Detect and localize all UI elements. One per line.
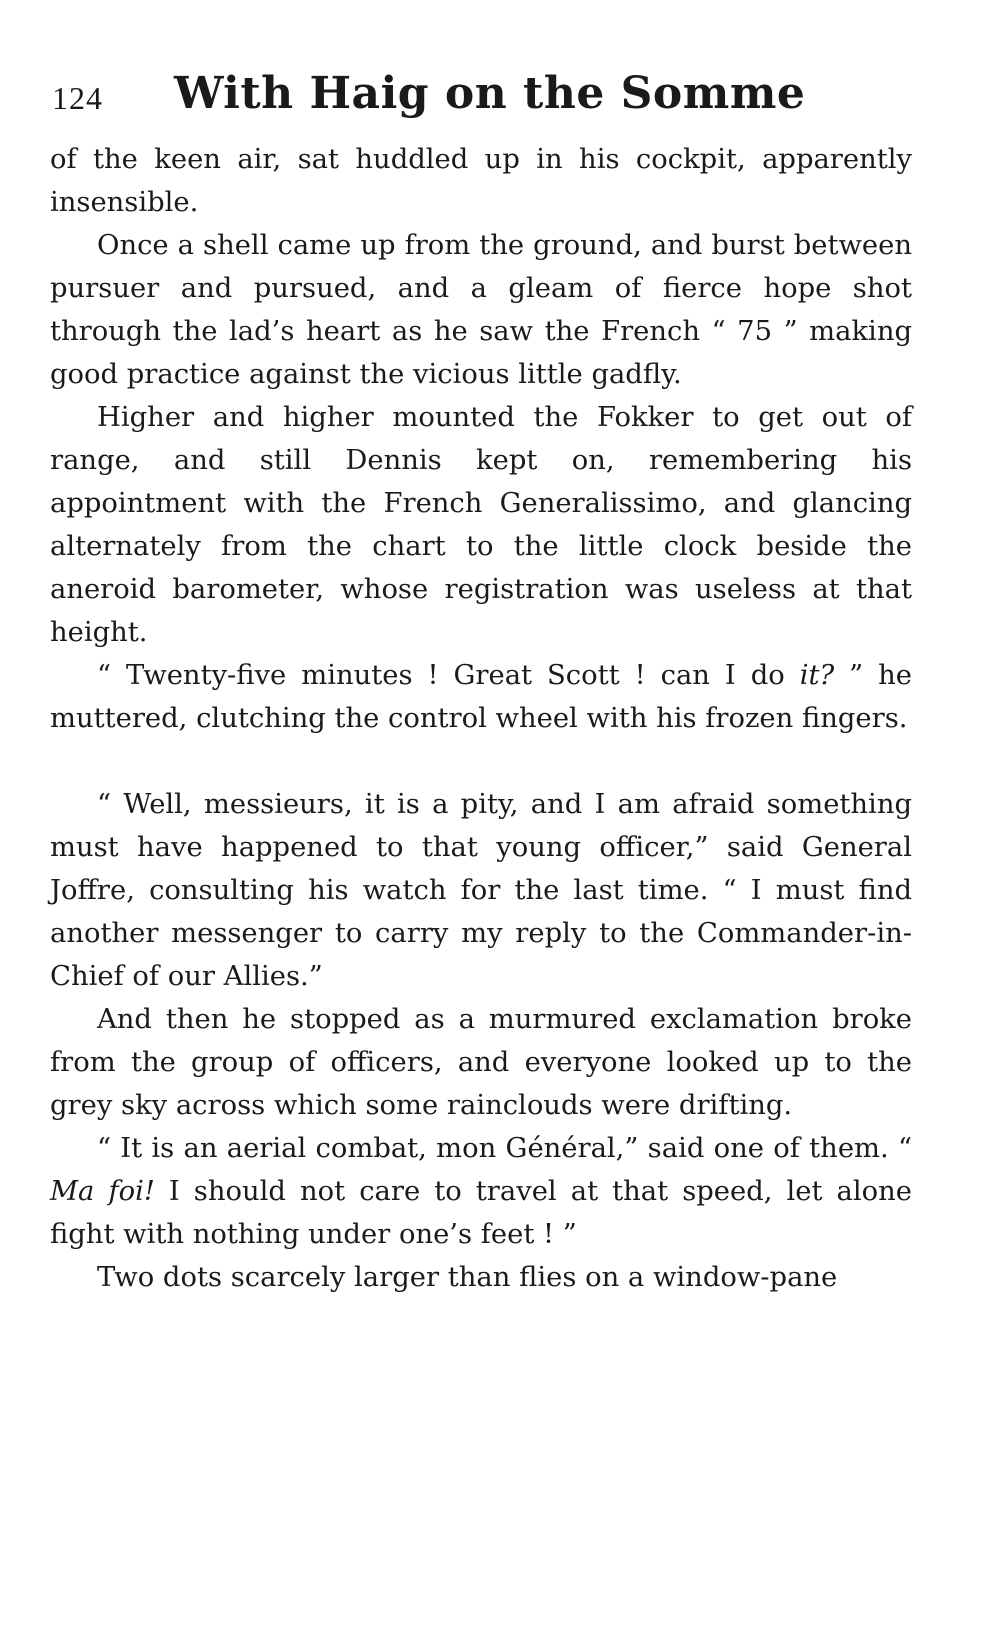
text-run: “ Twenty-five minutes ! Great Scott ! can I do	[97, 660, 800, 691]
italic-text-run: it?	[799, 660, 835, 691]
text-run: Higher and higher mounted the Fokker to get out of range, and still Dennis kept on, remembering his appointment with the French Generalissimo, and glancing alternately from the chart to the little clock beside the aneroid barometer, whose registration was useless at that height.	[50, 402, 912, 648]
paragraph	[50, 138, 912, 224]
paragraph	[50, 998, 912, 1127]
text-run: ” he muttered, clutching the control wheel with his frozen fingers.	[50, 660, 912, 734]
paragraph	[50, 1127, 912, 1256]
paragraph	[50, 396, 912, 654]
text-run: And then he stopped as a murmured exclamation broke from the group of officers, and everyone looked up to the grey sky across which some rainclouds were drifting.	[50, 1004, 912, 1121]
paragraph	[50, 654, 912, 740]
text-run: “ Well, messieurs, it is a pity, and I am afraid something must have happened to that young officer,” said General Joffre, consulting his watch for the last time. “ I must find another messenger to carry my reply to the Commander-in-Chief of our Allies.”	[50, 789, 912, 992]
section-break	[50, 740, 912, 783]
running-title: With Haig on the Somme	[174, 68, 806, 119]
body-text	[50, 138, 912, 1299]
text-run: “ It is an aerial combat, mon Général,” said one of them. “	[97, 1133, 912, 1164]
text-run: of the keen air, sat huddled up in his cockpit, apparently insensible.	[50, 144, 912, 218]
text-run: I should not care to travel at that speed, let alone fight with nothing under one’s feet ! ”	[50, 1176, 912, 1250]
text-run: Once a shell came up from the ground, and burst between pursuer and pursued, and a gleam of fierce hope shot through the lad’s heart as he saw the French “ 75 ” making good practice against the vicious little gadfly.	[50, 230, 912, 390]
paragraph	[50, 224, 912, 396]
italic-text-run: Ma foi!	[50, 1176, 155, 1207]
paragraph	[50, 783, 912, 998]
page-number: 124	[52, 80, 103, 116]
running-head	[50, 60, 912, 130]
book-page	[50, 60, 912, 1299]
text-run: Two dots scarcely larger than flies on a window-pane	[97, 1262, 838, 1293]
paragraph	[50, 1256, 912, 1299]
